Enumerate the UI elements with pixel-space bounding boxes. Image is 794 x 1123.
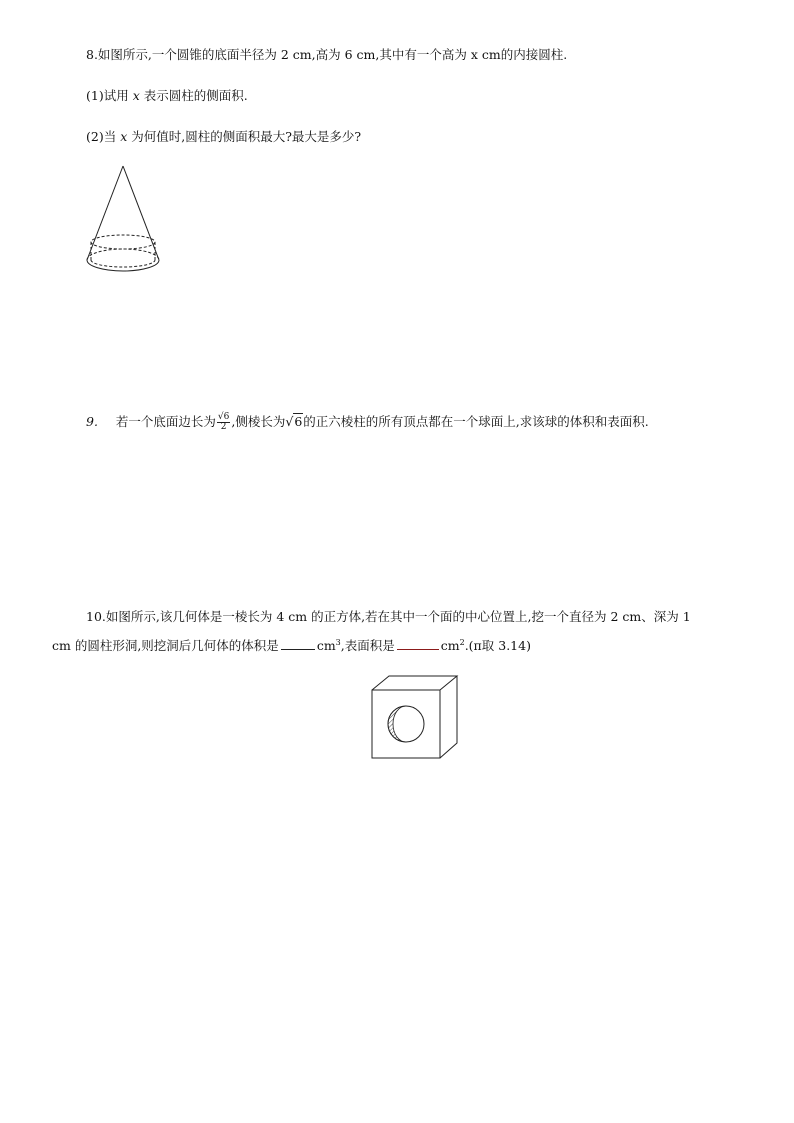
q9-fraction: [217, 413, 230, 432]
cone-with-cylinder-figure: [80, 162, 170, 277]
q10-text-1: 10.如图所示,该几何体是一棱长为 4 cm 的正方体,若在其中一个面的中心位置上,挖一个直径为 2 cm、深为 1: [86, 609, 691, 624]
q10-text-2b: ,表面积是: [340, 638, 395, 653]
q10-line2: [52, 637, 531, 654]
q10-text-2c: .(π取 3.14): [464, 638, 531, 653]
surface-area-answer-blank[interactable]: [397, 637, 439, 650]
q8-part1-var: x: [132, 88, 140, 103]
cube-with-hole-figure: [370, 674, 462, 762]
q9-frac-den: 2: [220, 422, 227, 432]
cylinder-bottom-front: [91, 260, 155, 267]
cone-base-back: [87, 249, 159, 260]
q10-text-2a: cm 的圆柱形洞,则挖洞后几何体的体积是: [52, 638, 279, 653]
q8-part1-prefix: (1)试用: [86, 88, 133, 103]
q9-frac-num: √6: [217, 412, 230, 422]
q10-unit-a: cm: [316, 638, 336, 653]
q9-sqrt-radicand: 6: [294, 414, 303, 429]
cube-front-face: [372, 690, 440, 758]
hole-shaded-wall: [388, 706, 406, 742]
q8-part1-suffix: 表示圆柱的侧面积.: [139, 88, 248, 103]
q8-part2: [86, 129, 361, 145]
q8-part1: [86, 88, 248, 104]
q10-unit-b-sup: 2: [459, 637, 465, 647]
cylinder-top-ellipse: [91, 235, 155, 249]
q10-line1: [86, 609, 691, 625]
q8-text: 8.如图所示,一个圆锥的底面半径为 2 cm,高为 6 cm,其中有一个高为 x cm的内接圆柱.: [86, 47, 568, 62]
q8-part2-var: x: [120, 129, 128, 144]
q8-part2-suffix: 为何值时,圆柱的侧面积最大?最大是多少?: [127, 129, 362, 144]
q8-part2-prefix: (2)当: [86, 129, 121, 144]
q9-text-a: 若一个底面边长为: [115, 414, 216, 429]
cone-base-front: [87, 260, 159, 271]
q9-sqrt: [285, 414, 303, 430]
q10-unit-b: cm: [440, 638, 460, 653]
q10-unit-a-sup: 3: [335, 637, 341, 647]
q9-sqrt-sign: √: [285, 414, 294, 429]
q9-number: 9.: [86, 414, 98, 429]
volume-answer-blank[interactable]: [281, 637, 315, 650]
cone-left-edge: [87, 166, 123, 260]
q9-line: [86, 413, 649, 432]
cone-right-edge: [123, 166, 159, 260]
q8-line1: [86, 47, 567, 63]
q9-text-c: 的正六棱柱的所有顶点都在一个球面上,求该球的体积和表面积.: [303, 414, 649, 429]
q9-text-b: ,侧棱长为: [231, 414, 286, 429]
cube-top-face: [372, 676, 457, 690]
